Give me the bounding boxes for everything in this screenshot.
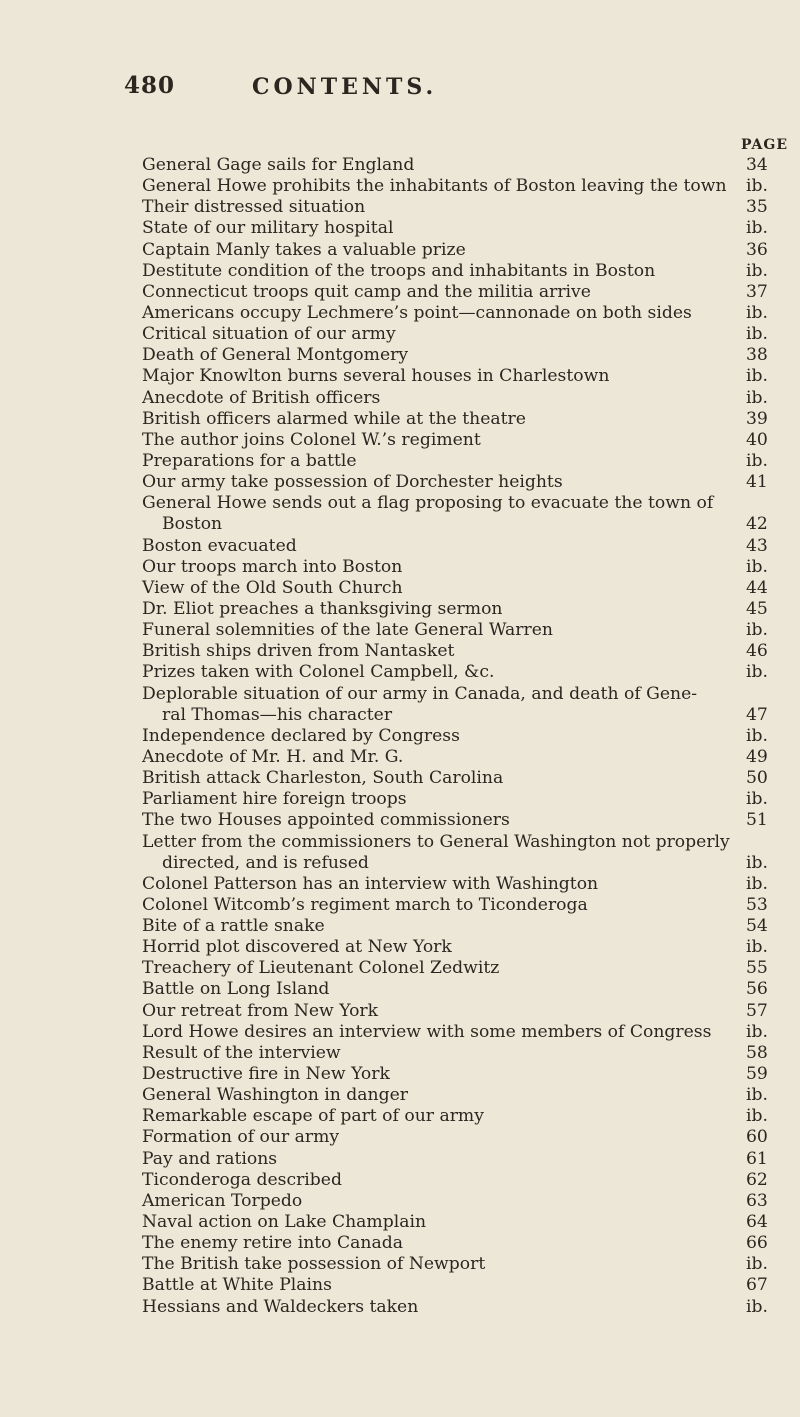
toc-entry-title: Parliament hire foreign troops	[142, 789, 407, 810]
toc-entry-page: ib.	[746, 302, 768, 323]
toc-entry	[142, 1212, 800, 1233]
toc-entry	[142, 218, 800, 239]
toc-entry	[142, 684, 800, 705]
toc-entry-page: ib.	[746, 556, 768, 577]
toc-entry	[142, 620, 800, 641]
toc-entry	[142, 895, 800, 916]
toc-entry-page: ib.	[746, 366, 768, 387]
toc-entry	[142, 176, 800, 197]
toc-entry-page: 34	[746, 155, 768, 175]
toc-entry	[142, 1149, 800, 1170]
toc-entry-page: 41	[746, 472, 768, 493]
toc-entry	[142, 1191, 800, 1212]
toc-entry	[142, 853, 800, 874]
toc-entry-page: 39	[746, 408, 768, 429]
toc-entry-page: 58	[746, 1042, 768, 1063]
toc-entry-title: Naval action on Lake Champlain	[142, 1212, 427, 1233]
toc-entry-title: Anecdote of Mr. H. and Mr. G.	[142, 746, 404, 767]
toc-entry-title: Death of General Montgomery	[142, 345, 409, 366]
toc-entry-page: 54	[746, 916, 768, 937]
toc-entry-title: Result of the interview	[142, 1042, 341, 1063]
toc-entry	[142, 1022, 800, 1043]
toc-entry-page: ib.	[746, 1085, 768, 1106]
toc-entry-page: 47	[746, 704, 768, 725]
toc-entry-title: British attack Charleston, South Carolina	[142, 768, 504, 789]
toc-entry	[142, 937, 800, 958]
toc-entry	[142, 451, 800, 472]
toc-entry-page: 43	[746, 535, 768, 556]
toc-entry	[142, 662, 800, 683]
toc-entry-title: Dr. Eliot preaches a thanksgiving sermon	[142, 598, 503, 619]
toc-entry	[142, 1085, 800, 1106]
toc-entry	[142, 1106, 800, 1127]
toc-entry-title: Battle on Long Island	[142, 979, 330, 1000]
toc-entry-page: ib.	[746, 725, 768, 746]
toc-entry-title: The two Houses appointed commissioners	[142, 810, 510, 831]
toc-entry-title: Deplorable situation of our army in Canada, and death of Gene-	[142, 683, 698, 704]
toc-entry-title: Destitute condition of the troops and inhabitants in Boston	[142, 260, 656, 281]
toc-entry-title: Anecdote of British officers	[142, 387, 381, 408]
toc-entry-title: Remarkable escape of part of our army	[142, 1106, 484, 1127]
toc-entry	[142, 388, 800, 409]
toc-entry-title: Ticonderoga described	[142, 1169, 342, 1190]
toc-entry-page: 44	[746, 577, 768, 598]
toc-entry	[142, 958, 800, 979]
toc-entry	[142, 345, 800, 366]
toc-entry	[142, 430, 800, 451]
toc-entry	[142, 514, 800, 535]
toc-entry-title: Preparations for a battle	[142, 450, 357, 471]
toc-entry-page: 46	[746, 641, 768, 662]
toc-entry-title: Colonel Witcomb’s regiment march to Ticonderoga	[142, 894, 588, 915]
toc-entry-title: Horrid plot discovered at New York	[142, 937, 452, 958]
toc-entry-page: 59	[746, 1064, 768, 1085]
toc-entry-page: 35	[746, 197, 768, 218]
toc-entry	[142, 1275, 800, 1296]
toc-entry	[142, 768, 800, 789]
toc-entry	[142, 1254, 800, 1275]
toc-entry-title: Treachery of Lieutenant Colonel Zedwitz	[142, 958, 500, 979]
toc-entry	[142, 705, 800, 726]
toc-entry-title: Our troops march into Boston	[142, 556, 403, 577]
toc-entry-page: 55	[746, 958, 768, 979]
toc-entry	[142, 810, 800, 831]
toc-entry-page: ib.	[746, 662, 768, 683]
toc-entry	[142, 832, 800, 853]
toc-entry-title: Funeral solemnities of the late General Warren	[142, 620, 553, 641]
toc-entry-page: 36	[746, 239, 768, 260]
table-of-contents	[142, 155, 800, 1318]
toc-entry	[142, 1170, 800, 1191]
toc-entry-title: State of our military hospital	[142, 218, 394, 239]
toc-entry-title: Pay and rations	[142, 1148, 278, 1169]
toc-entry	[142, 472, 800, 493]
toc-entry-title: View of the Old South Church	[142, 577, 403, 598]
toc-entry	[142, 599, 800, 620]
toc-entry	[142, 261, 800, 282]
toc-entry-page: ib.	[746, 324, 768, 345]
toc-entry	[142, 282, 800, 303]
toc-entry-title: Formation of our army	[142, 1127, 340, 1148]
toc-entry-title: The enemy retire into Canada	[142, 1233, 403, 1254]
toc-entry-title: Independence declared by Congress	[142, 725, 460, 746]
toc-entry	[142, 1233, 800, 1254]
toc-entry	[142, 536, 800, 557]
page-header	[124, 72, 744, 102]
toc-entry-page: 66	[746, 1233, 768, 1254]
toc-entry-page: ib.	[746, 450, 768, 471]
toc-entry	[142, 197, 800, 218]
toc-entry	[142, 324, 800, 345]
toc-entry-title: Our retreat from New York	[142, 1000, 379, 1021]
toc-entry-page: 49	[746, 746, 768, 767]
toc-entry-title: Colonel Patterson has an interview with Washington	[142, 873, 599, 894]
toc-entry-title: Hessians and Waldeckers taken	[142, 1296, 419, 1317]
toc-entry	[142, 240, 800, 261]
toc-entry-page: 63	[746, 1190, 768, 1211]
toc-entry	[142, 726, 800, 747]
toc-entry	[142, 747, 800, 768]
toc-entry-title: Americans occupy Lechmere’s point—cannonade on both sides	[142, 302, 692, 323]
toc-entry-page: 37	[746, 281, 768, 302]
toc-entry-title: Boston evacuated	[142, 535, 297, 556]
toc-entry-page: 53	[746, 894, 768, 915]
toc-entry-page: 67	[746, 1275, 768, 1296]
toc-entry-page: ib.	[746, 620, 768, 641]
toc-entry-title: British officers alarmed while at the theatre	[142, 408, 526, 429]
toc-entry	[142, 366, 800, 387]
toc-entry-title: Critical situation of our army	[142, 324, 396, 345]
page-column-label: PAGE	[741, 137, 788, 153]
toc-entry-page: 60	[746, 1127, 768, 1148]
toc-entry-title: Bite of a rattle snake	[142, 916, 325, 937]
toc-entry-title: General Howe prohibits the inhabitants of Boston leaving the town	[142, 176, 727, 197]
running-title: CONTENTS.	[252, 74, 438, 100]
toc-entry-page: 45	[746, 598, 768, 619]
toc-entry-title: General Howe sends out a flag proposing to evacuate the town of	[142, 493, 714, 514]
toc-entry-page: ib.	[746, 1106, 768, 1127]
toc-entry-page: ib.	[746, 1296, 768, 1317]
toc-entry-page: ib.	[746, 937, 768, 958]
toc-entry-title: Battle at White Plains	[142, 1275, 332, 1296]
toc-entry	[142, 641, 800, 662]
toc-entry	[142, 493, 800, 514]
toc-entry-title: Prizes taken with Colonel Campbell, &c.	[142, 662, 495, 683]
toc-entry	[142, 789, 800, 810]
toc-entry-page: ib.	[746, 1254, 768, 1275]
toc-entry	[142, 979, 800, 1000]
toc-entry	[142, 1297, 800, 1318]
toc-entry-page: ib.	[746, 260, 768, 281]
toc-entry	[142, 1127, 800, 1148]
toc-entry	[142, 1001, 800, 1022]
toc-entry-page: ib.	[746, 176, 768, 197]
toc-entry-page: 61	[746, 1148, 768, 1169]
toc-entry-title: Our army take possession of Dorchester heights	[142, 472, 563, 493]
toc-entry	[142, 557, 800, 578]
toc-entry-page: 57	[746, 1000, 768, 1021]
toc-entry-page: 40	[746, 429, 768, 450]
toc-entry	[142, 1043, 800, 1064]
toc-entry-title: Boston	[162, 514, 223, 535]
toc-entry-page: ib.	[746, 218, 768, 239]
toc-entry-title: Captain Manly takes a valuable prize	[142, 239, 466, 260]
toc-entry	[142, 578, 800, 599]
toc-entry-title: General Washington in danger	[142, 1085, 408, 1106]
toc-entry-title: The British take possession of Newport	[142, 1254, 486, 1275]
toc-entry-title: directed, and is refused	[162, 852, 369, 873]
toc-entry-title: Destructive fire in New York	[142, 1064, 390, 1085]
toc-entry-title: Letter from the commissioners to General Washington not properly	[142, 831, 730, 852]
toc-entry-title: Connecticut troops quit camp and the militia arrive	[142, 281, 591, 302]
toc-entry	[142, 874, 800, 895]
toc-entry-page: 62	[746, 1169, 768, 1190]
toc-entry-page: ib.	[746, 852, 768, 873]
toc-entry	[142, 303, 800, 324]
page-number: 480	[124, 72, 176, 99]
toc-entry-page: ib.	[746, 789, 768, 810]
toc-entry	[142, 1064, 800, 1085]
toc-entry-title: British ships driven from Nantasket	[142, 641, 455, 662]
toc-entry-page: 50	[746, 768, 768, 789]
toc-entry-title: Lord Howe desires an interview with some members of Congress	[142, 1021, 712, 1042]
toc-entry-title: Major Knowlton burns several houses in Charlestown	[142, 366, 610, 387]
toc-entry	[142, 916, 800, 937]
toc-entry	[142, 409, 800, 430]
toc-entry-page: 42	[746, 514, 768, 535]
toc-entry-page: ib.	[746, 1021, 768, 1042]
toc-entry-title: ral Thomas—his character	[162, 704, 393, 725]
toc-entry-title: The author joins Colonel W.’s regiment	[142, 429, 481, 450]
toc-entry	[142, 155, 800, 176]
toc-entry-page: 64	[746, 1212, 768, 1233]
toc-entry-title: American Torpedo	[142, 1190, 303, 1211]
toc-entry-page: ib.	[746, 387, 768, 408]
toc-entry-page: 51	[746, 810, 768, 831]
toc-entry-page: 38	[746, 345, 768, 366]
toc-entry-page: 56	[746, 979, 768, 1000]
toc-entry-title: Their distressed situation	[142, 197, 366, 218]
toc-entry-page: ib.	[746, 873, 768, 894]
toc-entry-title: General Gage sails for England	[142, 155, 415, 175]
